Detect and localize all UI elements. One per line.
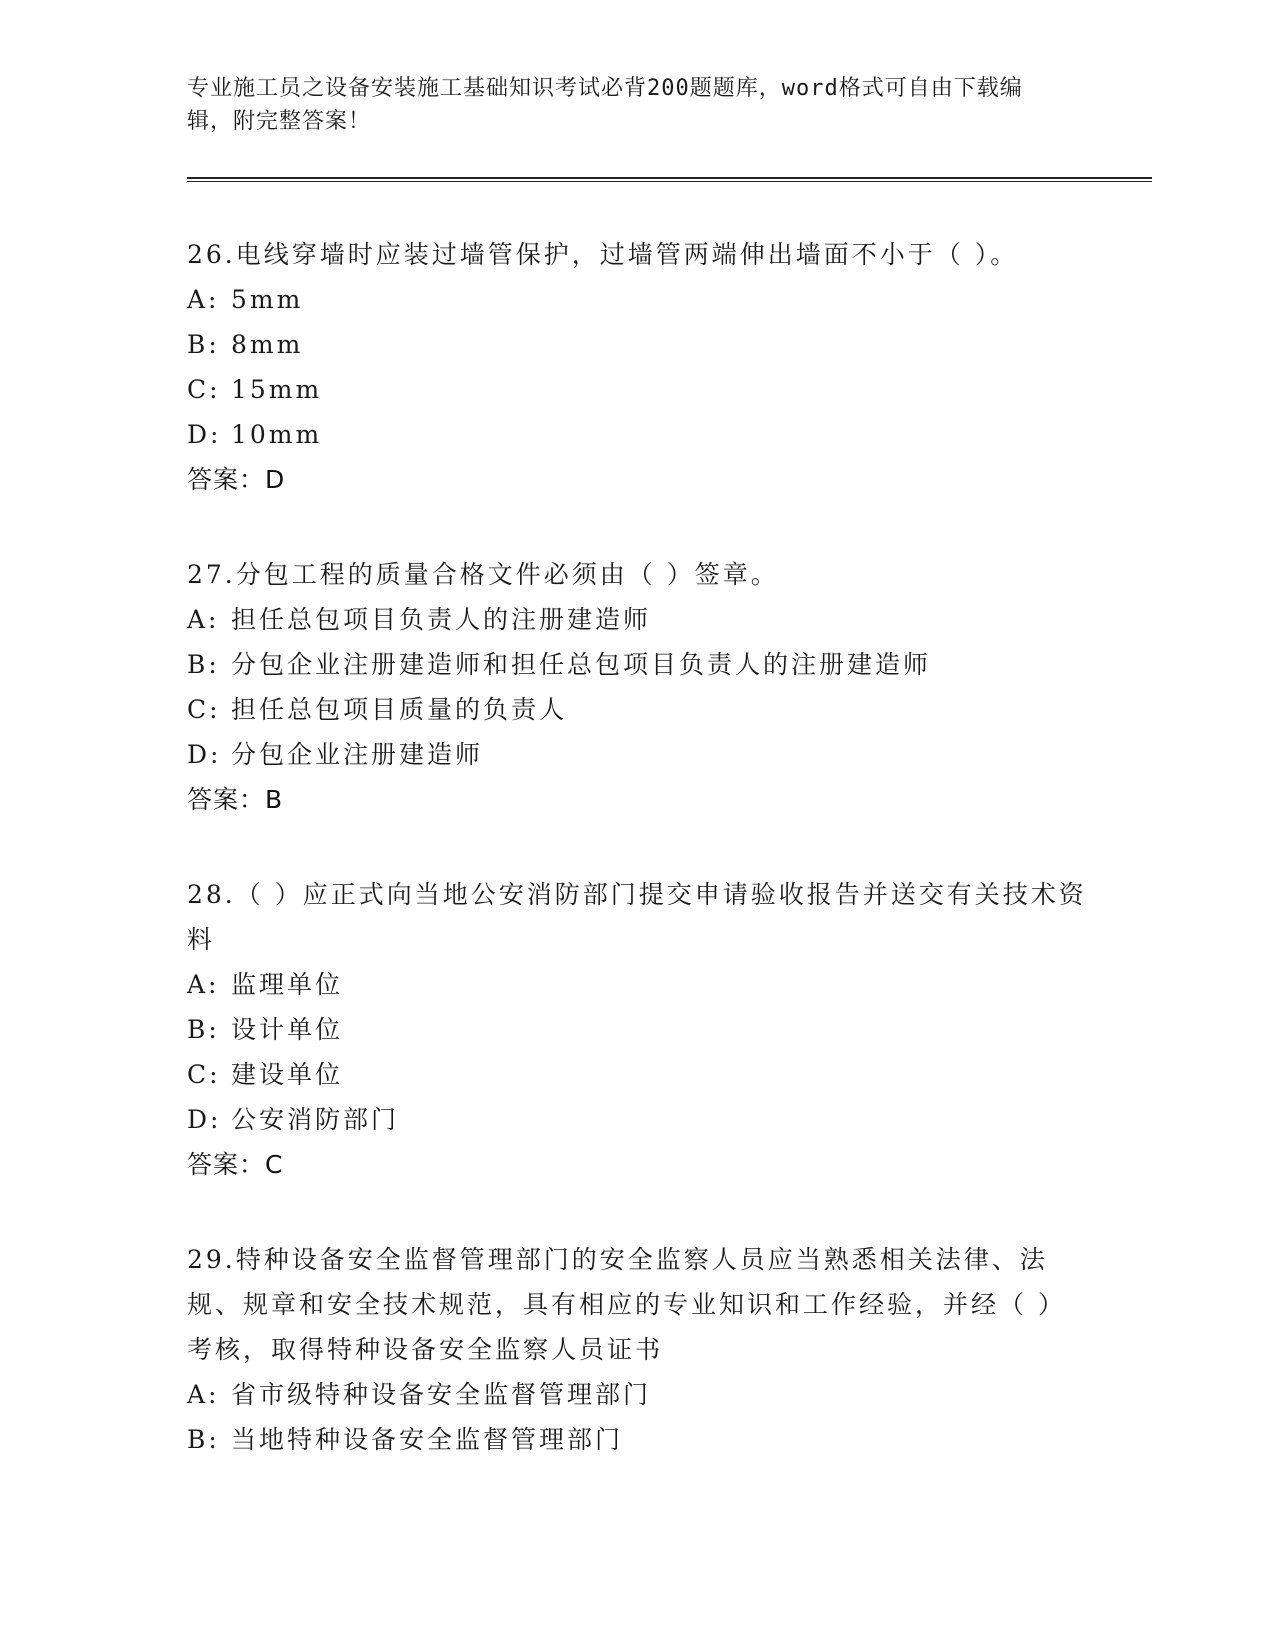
answer-line: 答案：C xyxy=(187,1150,284,1179)
option-text: 分包企业注册建造师和担任总包项目负责人的注册建造师 xyxy=(231,650,932,679)
option-text: 5mm xyxy=(231,285,304,314)
option-text: 担任总包项目质量的负责人 xyxy=(231,695,568,724)
option-a xyxy=(187,962,1087,1007)
option-a xyxy=(187,277,1087,322)
question-stem: 28.（ ）应正式向当地公安消防部门提交申请验收报告并送交有关技术资料 xyxy=(187,880,1087,954)
option-key: A: xyxy=(187,285,220,314)
question-28 xyxy=(187,872,1087,1187)
question-26 xyxy=(187,232,1087,502)
option-key: D: xyxy=(187,1105,222,1134)
option-b xyxy=(187,1007,1087,1052)
option-c xyxy=(187,367,1087,412)
option-text: 监理单位 xyxy=(231,970,344,999)
option-b xyxy=(187,322,1087,367)
option-a xyxy=(187,597,1087,642)
option-d xyxy=(187,732,1087,777)
question-stem: 27.分包工程的质量合格文件必须由（ ）签章。 xyxy=(187,560,779,589)
option-text: 8mm xyxy=(231,330,304,359)
option-text: 当地特种设备安全监督管理部门 xyxy=(231,1425,624,1454)
question-27 xyxy=(187,552,1087,822)
option-d xyxy=(187,412,1087,457)
header-divider-thin xyxy=(187,181,1152,182)
question-stem: 29.特种设备安全监督管理部门的安全监察人员应当熟悉相关法律、法规、规章和安全技术规范，具有相应的专业知识和工作经验，并经（ ）考核，取得特种设备安全监察人员证书 xyxy=(187,1245,1066,1364)
option-b xyxy=(187,1417,1087,1462)
option-key: D: xyxy=(187,420,222,449)
option-text: 分包企业注册建造师 xyxy=(231,740,484,769)
option-key: C: xyxy=(187,375,221,404)
page-header-title: 专业施工员之设备安装施工基础知识考试必背200题题库，word格式可自由下载编辑，附完整答案！ xyxy=(187,76,1023,134)
option-text: 公安消防部门 xyxy=(231,1105,400,1134)
option-text: 担任总包项目负责人的注册建造师 xyxy=(231,605,652,634)
option-key: A: xyxy=(187,970,220,999)
option-b xyxy=(187,642,1087,687)
option-key: B: xyxy=(187,1425,220,1454)
option-key: A: xyxy=(187,1380,220,1409)
header-divider xyxy=(187,177,1152,179)
option-c xyxy=(187,1052,1087,1097)
answer-line: 答案：D xyxy=(187,465,286,494)
option-key: C: xyxy=(187,695,221,724)
option-text: 省市级特种设备安全监督管理部门 xyxy=(231,1380,652,1409)
option-text: 10mm xyxy=(231,420,323,449)
option-key: A: xyxy=(187,605,220,634)
question-stem: 26.电线穿墙时应装过墙管保护，过墙管两端伸出墙面不小于（ ）。 xyxy=(187,240,1019,269)
option-text: 建设单位 xyxy=(231,1060,344,1089)
option-key: C: xyxy=(187,1060,221,1089)
question-list xyxy=(187,232,1087,1512)
option-d xyxy=(187,1097,1087,1142)
option-text: 设计单位 xyxy=(231,1015,344,1044)
option-key: B: xyxy=(187,330,220,359)
option-key: B: xyxy=(187,1015,220,1044)
option-a xyxy=(187,1372,1087,1417)
option-c xyxy=(187,687,1087,732)
option-key: D: xyxy=(187,740,222,769)
answer-line: 答案：B xyxy=(187,785,284,814)
option-text: 15mm xyxy=(231,375,323,404)
option-key: B: xyxy=(187,650,220,679)
question-29 xyxy=(187,1237,1087,1462)
